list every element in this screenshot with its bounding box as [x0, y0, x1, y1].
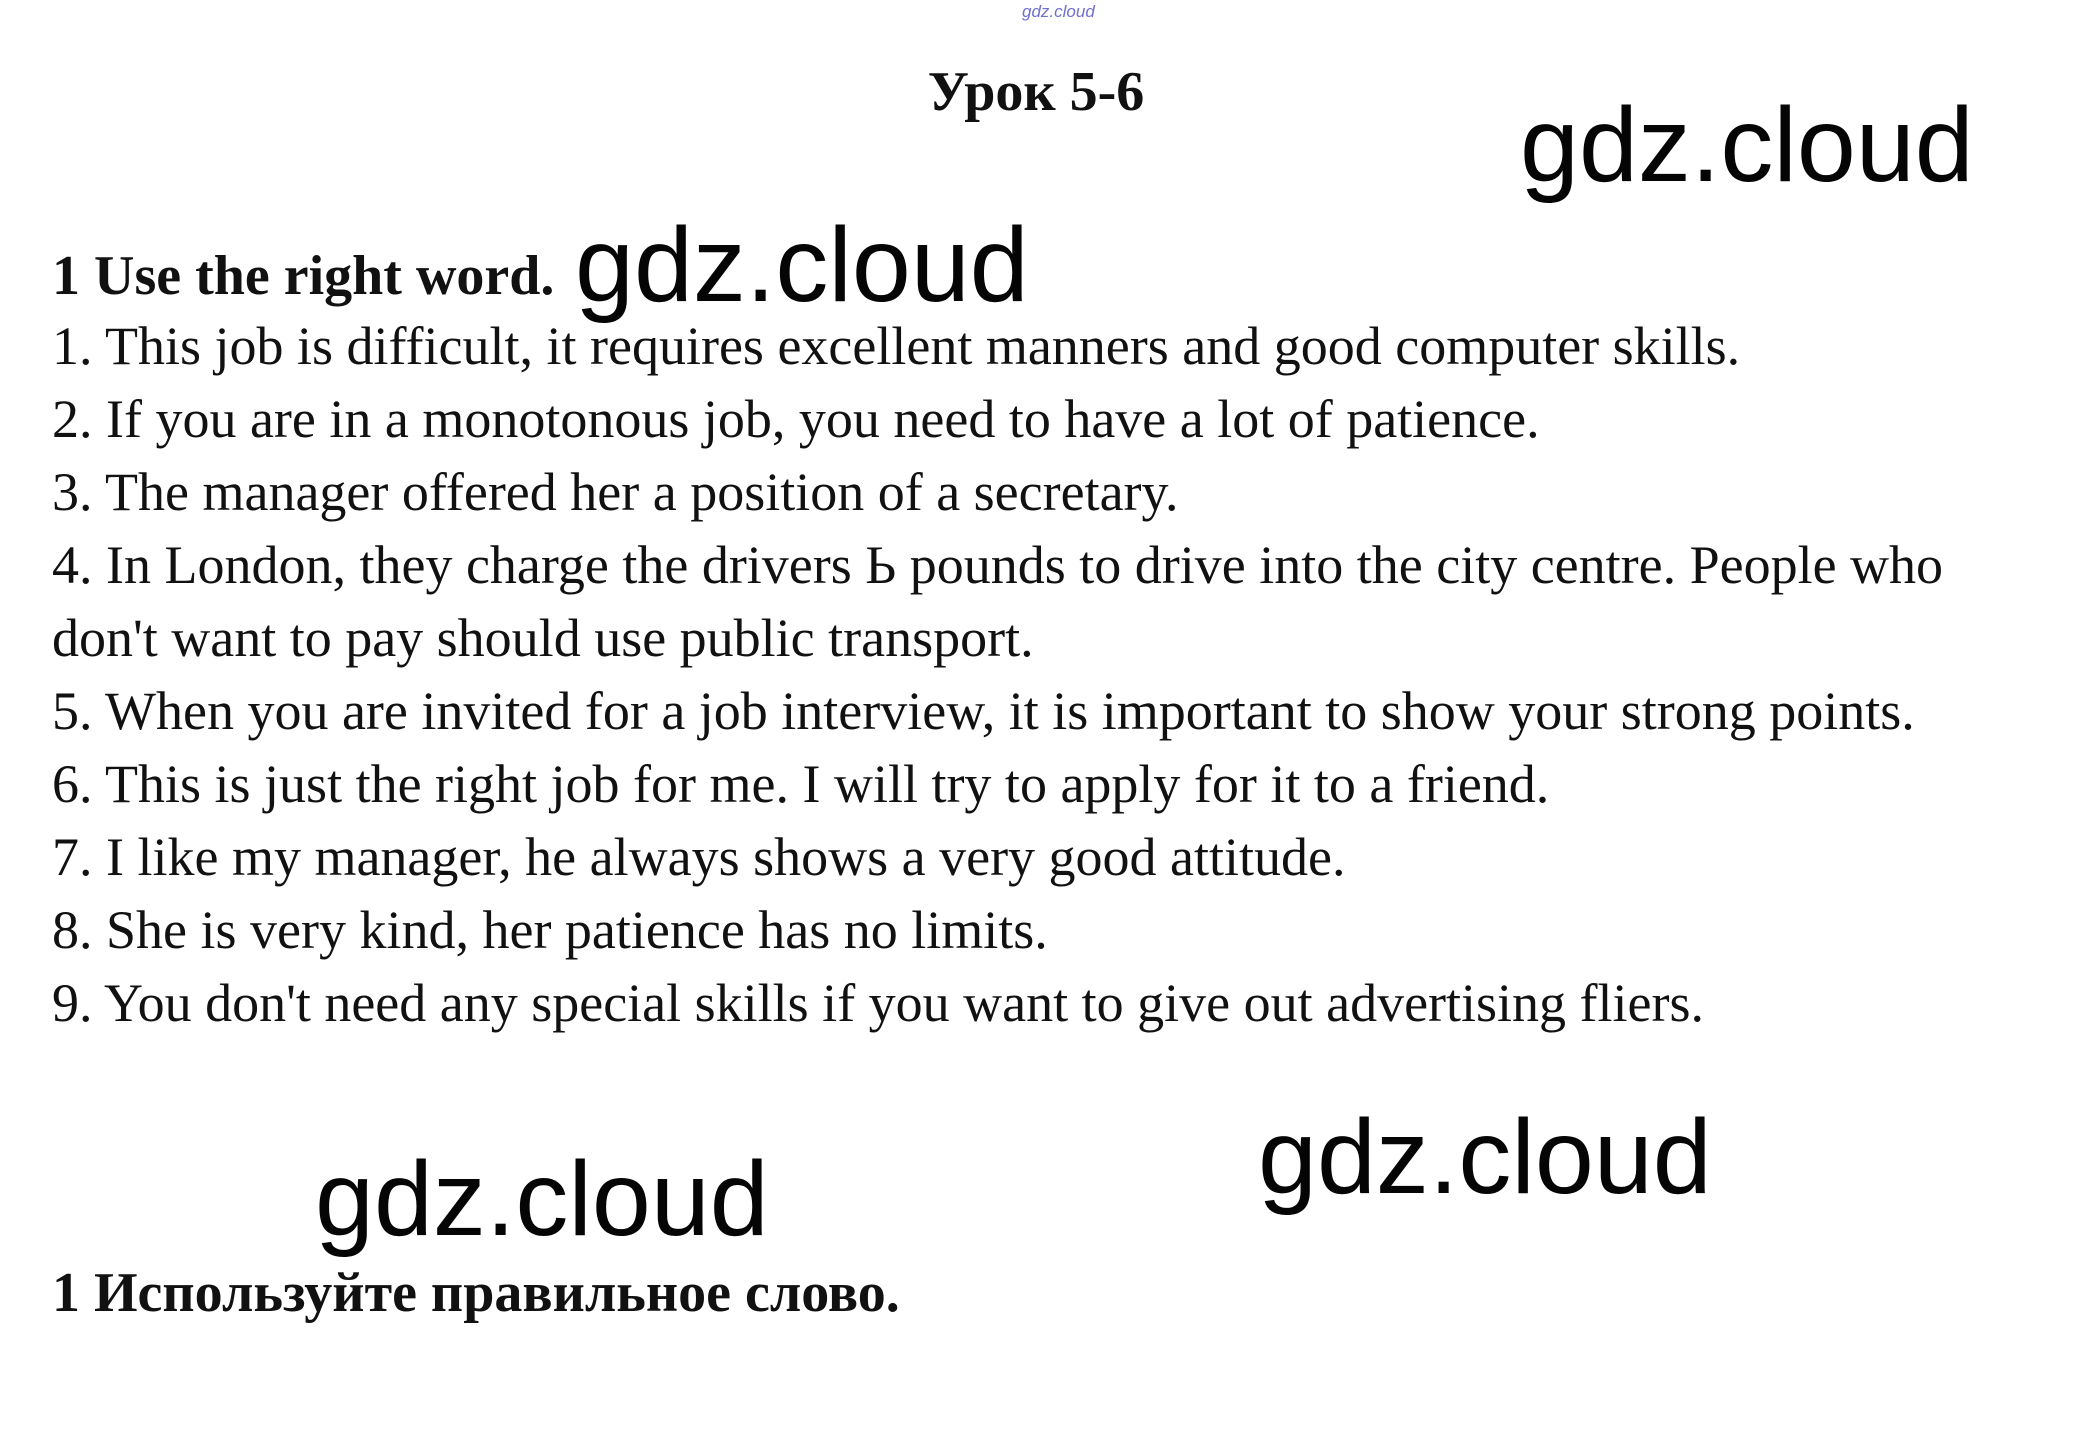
- exercise-heading-en: 1 Use the right word.: [52, 245, 555, 307]
- watermark: gdz.cloud: [1520, 86, 1974, 204]
- exercise-item: 3. The manager offered her a position of a secretary.: [52, 462, 1179, 522]
- exercise-item: 5. When you are invited for a job interview, it is important to show your strong points.: [52, 681, 1915, 741]
- watermark: gdz.cloud: [1258, 1098, 1712, 1216]
- exercise-item: 7. I like my manager, he always shows a very good attitude.: [52, 827, 1346, 887]
- watermark: gdz.cloud: [575, 206, 1029, 324]
- exercise-item: 1. This job is difficult, it requires excellent manners and good computer skills.: [52, 316, 1741, 376]
- watermark: gdz.cloud: [315, 1140, 769, 1258]
- exercise-items: [52, 310, 2062, 1040]
- exercise-item: 4. In London, they charge the drivers Ь pounds to drive into the city centre. People who don't want to pay should use public transport.: [52, 535, 1944, 668]
- exercise-item: 8. She is very kind, her patience has no limits.: [52, 900, 1048, 960]
- exercise-item: 6. This is just the right job for me. I will try to apply for it to a friend.: [52, 754, 1550, 814]
- top-watermark: gdz.cloud: [1022, 2, 1095, 21]
- exercise-heading-ru: 1 Используйте правильное слово.: [52, 1262, 900, 1324]
- exercise-item: 9. You don't need any special skills if you want to give out advertising fliers.: [52, 973, 1705, 1033]
- exercise-item: 2. If you are in a monotonous job, you need to have a lot of patience.: [52, 389, 1540, 449]
- page-title: Урок 5-6: [927, 61, 1145, 123]
